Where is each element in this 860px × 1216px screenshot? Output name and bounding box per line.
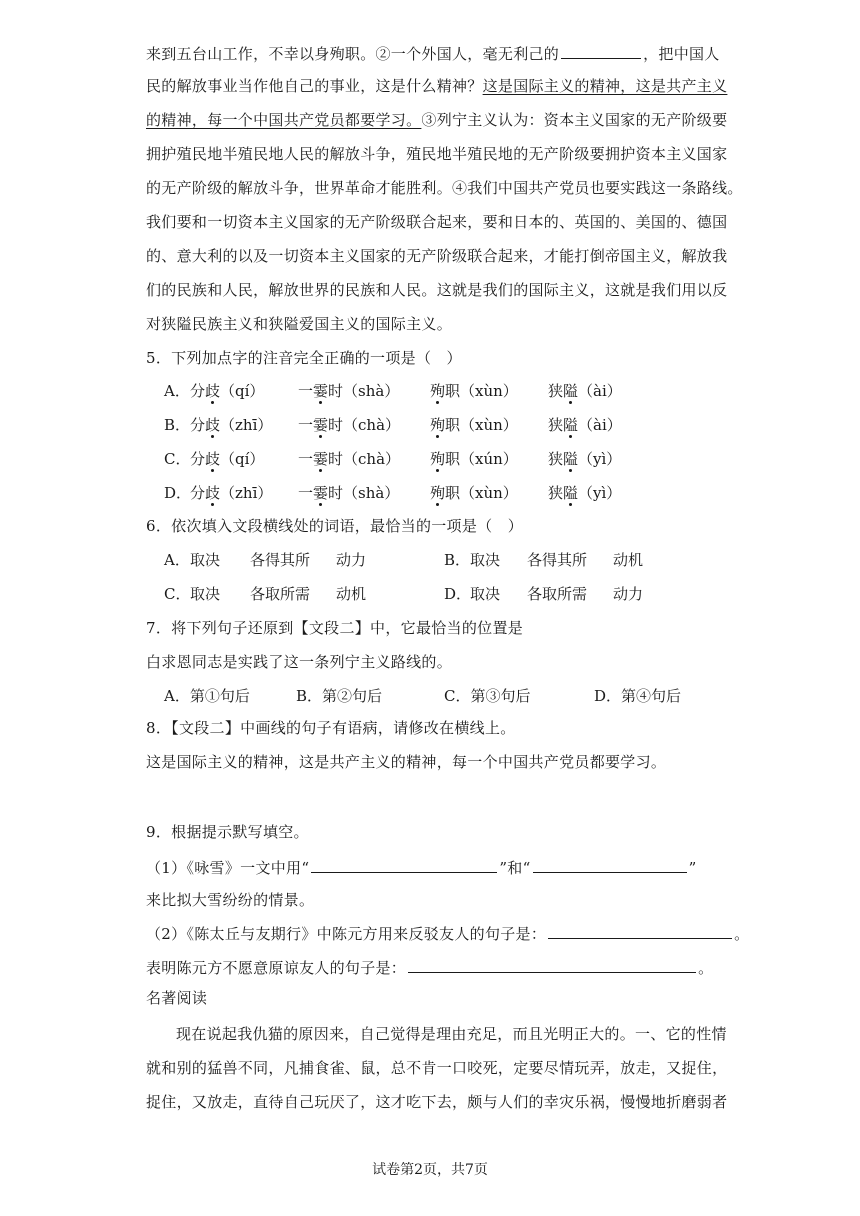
question-7-option-d[interactable]: D．第④句后 bbox=[594, 687, 682, 705]
option-letter: C． bbox=[164, 450, 191, 468]
option-word-4: 狭隘（ài） bbox=[548, 382, 622, 400]
option-word-2: 各取所需 bbox=[250, 585, 311, 603]
prompt-text: （2）《陈太丘与友期行》中陈元方用来反驳友人的句子是： bbox=[146, 925, 547, 943]
option-word-1: 取决 bbox=[190, 551, 221, 569]
passage-line-3 bbox=[146, 110, 727, 130]
option-word-2: 一霎时（chà） bbox=[298, 450, 401, 468]
option-word-4: 狭隘（yì） bbox=[548, 450, 622, 468]
option-word-1: 分歧（qí） bbox=[190, 450, 265, 468]
option-word-2: 各得其所 bbox=[250, 551, 311, 569]
question-9-part-1 bbox=[146, 856, 697, 878]
option-word-4: 狭隘（ài） bbox=[548, 416, 622, 434]
passage-text: 民的解放事业当作他自己的事业，这是什么精神？ bbox=[146, 77, 483, 95]
option-word-1: 分歧（zhī） bbox=[190, 416, 273, 434]
option-word-3: 动机 bbox=[336, 585, 367, 603]
answer-blank-1[interactable] bbox=[561, 42, 641, 59]
option-word-1: 取决 bbox=[190, 585, 221, 603]
option-word-3: 动机 bbox=[613, 551, 644, 569]
option-letter: D． bbox=[444, 585, 472, 603]
option-letter: A． bbox=[164, 551, 190, 569]
passage-line-4: 拥护殖民地半殖民地人民的解放斗争，殖民地半殖民地的无产阶级要拥护资本主义国家 bbox=[146, 145, 728, 163]
prompt-text: 。 bbox=[698, 959, 714, 977]
option-word-3: 殉职（xùn） bbox=[430, 484, 518, 502]
passage-line-1 bbox=[146, 42, 720, 64]
option-word-1: 取决 bbox=[470, 551, 501, 569]
question-9-part-1-cont: 来比拟大雪纷纷的情景。 bbox=[146, 891, 315, 909]
question-7-option-a[interactable]: A．第①句后 bbox=[164, 687, 250, 705]
passage-line-7: 的、意大利的以及一切资本主义国家的无产阶级联合起来，才能打倒帝国主义，解放我 bbox=[146, 247, 728, 265]
prompt-text: （1）《咏雪》一文中用“ bbox=[146, 859, 310, 877]
question-9-part-2 bbox=[146, 922, 749, 944]
answer-blank-9-1a[interactable] bbox=[311, 856, 497, 873]
passage-text: 来到五台山工作，不幸以身殉职。②一个外国人，毫无利己的 bbox=[146, 45, 560, 63]
option-word-2: 一霎时（shà） bbox=[298, 484, 400, 502]
passage-line-2 bbox=[146, 76, 727, 96]
option-word-1: 取决 bbox=[470, 585, 501, 603]
option-word-3: 动力 bbox=[336, 551, 367, 569]
reading-line-1: 现在说起我仇猫的原因来，自己觉得是理由充足，而且光明正大的。一、它的性情 bbox=[176, 1025, 727, 1043]
prompt-text: ”和“ bbox=[499, 859, 531, 877]
question-8-sentence: 这是国际主义的精神，这是共产主义的精神，每一个中国共产党员都要学习。 bbox=[146, 753, 667, 771]
prompt-text: 。 bbox=[734, 925, 750, 943]
passage-line-8: 们的民族和人民，解放世界的民族和人民。这就是我们的国际主义，这就是我们用以反 bbox=[146, 281, 728, 299]
prompt-text: ” bbox=[688, 859, 697, 877]
question-9-part-3 bbox=[146, 956, 713, 978]
option-word-1: 分歧（qí） bbox=[190, 382, 265, 400]
answer-blank-9-1b[interactable] bbox=[533, 856, 687, 873]
answer-blank-9-3[interactable] bbox=[408, 956, 696, 973]
option-letter: B． bbox=[444, 551, 471, 569]
page-footer: 试卷第2页，共7页 bbox=[372, 1162, 488, 1178]
passage-text: ，把中国人 bbox=[643, 45, 720, 63]
reading-line-2: 就和别的猛兽不同，凡捕食雀、鼠，总不肯一口咬死，定要尽情玩弄，放走，又捉住， bbox=[146, 1059, 728, 1077]
option-word-3: 动力 bbox=[613, 585, 644, 603]
passage-line-5: 的无产阶级的解放斗争，世界革命才能胜利。④我们中国共产党员也要实践这一条路线。 bbox=[146, 179, 743, 197]
passage-line-9: 对狭隘民族主义和狭隘爱国主义的国际主义。 bbox=[146, 315, 453, 333]
option-word-2: 一霎时（chà） bbox=[298, 416, 401, 434]
option-letter: C． bbox=[164, 585, 191, 603]
question-8-stem: 8．【文段二】中画线的句子有语病，请修改在横线上。 bbox=[146, 719, 516, 737]
underlined-sentence: 的精神，每一个中国共产党员都要学习。 bbox=[146, 111, 422, 129]
option-word-2: 一霎时（shà） bbox=[298, 382, 400, 400]
option-word-3: 殉职（xùn） bbox=[430, 416, 518, 434]
option-word-4: 狭隘（yì） bbox=[548, 484, 622, 502]
option-word-3: 殉职（xún） bbox=[430, 450, 518, 468]
reading-line-3: 捉住，又放走，直待自己玩厌了，这才吃下去，颇与人们的幸灾乐祸，慢慢地折磨弱者 bbox=[146, 1093, 728, 1111]
option-letter: B． bbox=[164, 416, 191, 434]
section-title-reading: 名著阅读 bbox=[146, 989, 208, 1007]
question-7-sentence: 白求恩同志是实践了这一条列宁主义路线的。 bbox=[146, 653, 453, 671]
passage-line-6: 我们要和一切资本主义国家的无产阶级联合起来，要和日本的、英国的、美国的、德国 bbox=[146, 213, 728, 231]
underlined-sentence: 这是国际主义的精神，这是共产主义 bbox=[482, 77, 728, 95]
option-word-1: 分歧（zhī） bbox=[190, 484, 273, 502]
option-word-2: 各得其所 bbox=[527, 551, 588, 569]
prompt-text: 表明陈元方不愿意原谅友人的句子是： bbox=[146, 959, 407, 977]
question-7-stem: 7．将下列句子还原到【文段二】中，它最恰当的位置是 bbox=[146, 619, 524, 637]
question-5-stem: 5．下列加点字的注音完全正确的一项是（ ） bbox=[146, 349, 462, 367]
question-7-option-b[interactable]: B．第②句后 bbox=[296, 687, 383, 705]
option-letter: A． bbox=[164, 382, 190, 400]
question-7-option-c[interactable]: C．第③句后 bbox=[444, 687, 531, 705]
question-6-stem: 6．依次填入文段横线处的词语，最恰当的一项是（ ） bbox=[146, 517, 524, 535]
option-word-3: 殉职（xùn） bbox=[430, 382, 518, 400]
question-9-stem: 9．根据提示默写填空。 bbox=[146, 823, 309, 841]
option-word-2: 各取所需 bbox=[527, 585, 588, 603]
passage-text: ③列宁主义认为：资本主义国家的无产阶级要 bbox=[421, 111, 728, 129]
answer-blank-9-2[interactable] bbox=[548, 922, 732, 939]
option-letter: D． bbox=[164, 484, 192, 502]
